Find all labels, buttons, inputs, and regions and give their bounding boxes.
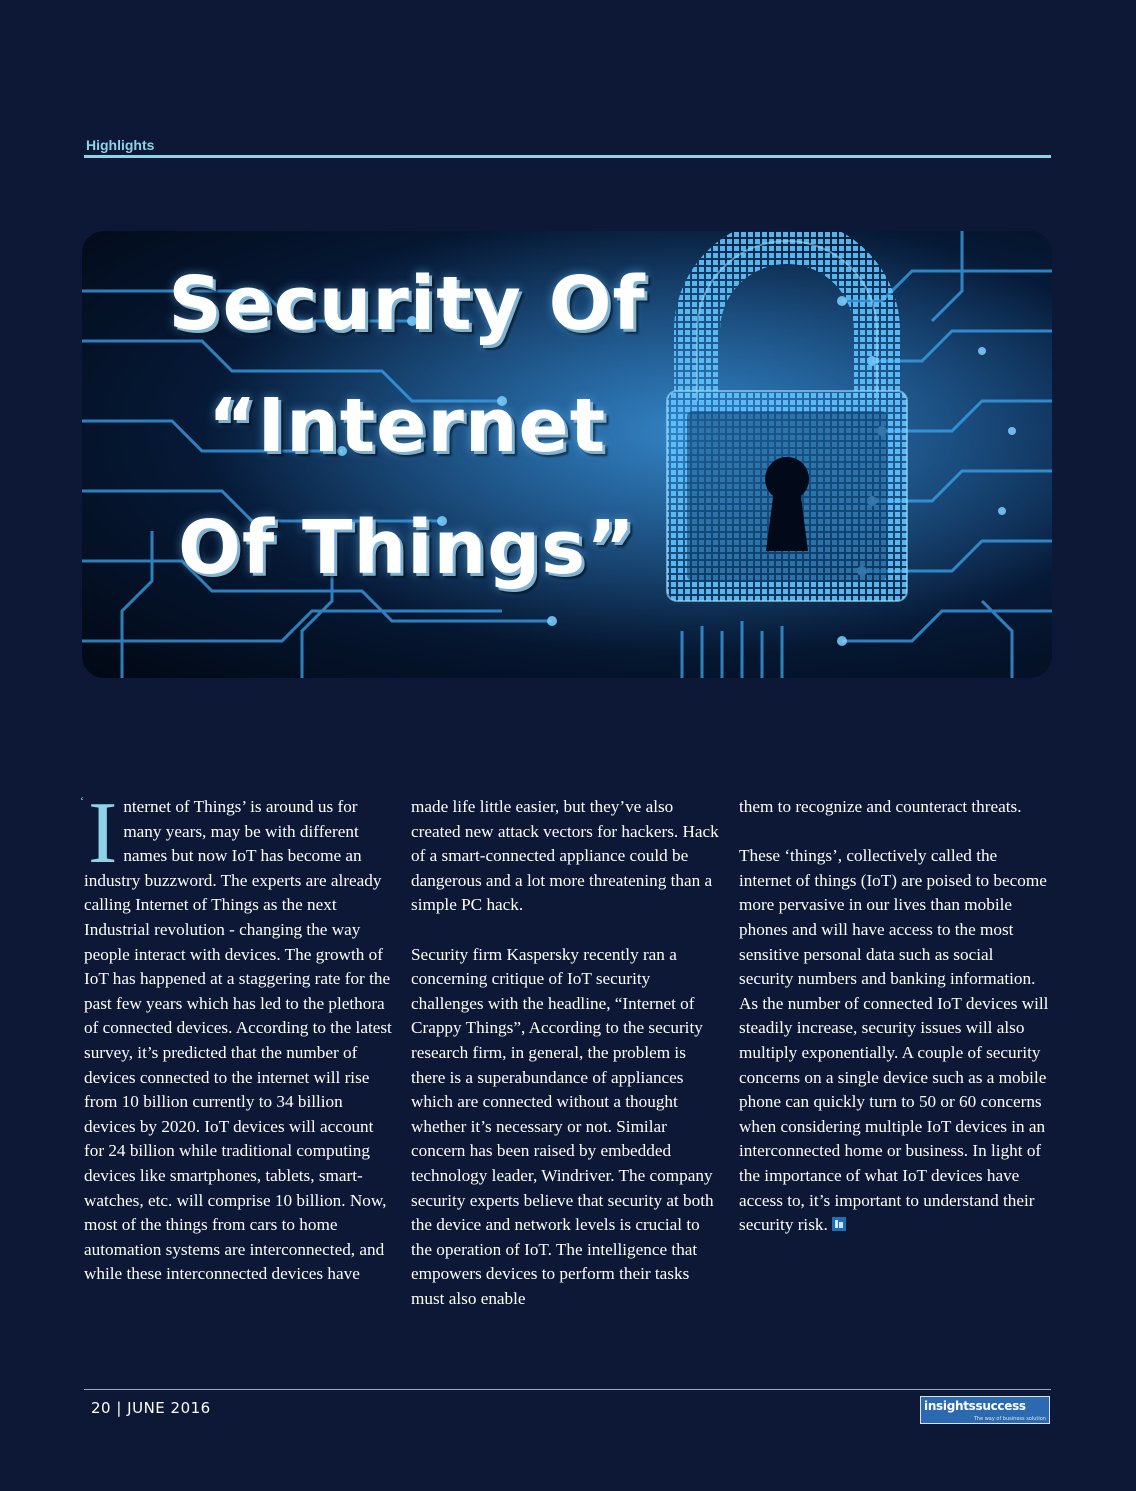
article-column-3 xyxy=(739,795,1051,1238)
logo-text: insightssuccess xyxy=(924,1399,1026,1413)
page-number: 20 | JUNE 2016 xyxy=(91,1399,211,1417)
article-paragraph xyxy=(739,844,1051,1238)
end-of-article-icon xyxy=(832,1217,846,1231)
hero-title-line-1: Security Of xyxy=(168,261,646,347)
drop-cap: I xyxy=(88,785,118,882)
publication-logo xyxy=(920,1396,1050,1424)
hero-title-line-2: “Internet xyxy=(207,383,607,469)
article-paragraph: Security firm Kaspersky recently ran a concerning critique of IoT security challenges with the headline, “Internet of Crappy Things”, According to the security research firm, in general, the problem is there is a superabundance of appliances which are connected without a thought whether it’s necessary or not. Similar concern has been raised by embedded technology leader, Windriver. The company security experts believe that security at both the device and network levels is crucial to the operation of IoT. The intelligence that empowers devices to perform their tasks must also enable xyxy=(411,944,714,1308)
section-rule xyxy=(84,155,1051,158)
section-label: Highlights xyxy=(86,137,155,153)
article-column-2 xyxy=(411,795,723,1311)
hero-title-line-3: Of Things” xyxy=(178,505,636,591)
hero-title xyxy=(102,243,712,609)
paragraph-text: These ‘things’, collectively called the internet of things (IoT) are poised to become more pervasive in our lives than mobile phones and will have access to the most sensitive personal data such as social security numbers and banking information. As the number of connected IoT devices will steadily increase, security issues will also multiply exponentially. A couple of security concerns on a single device such as a mobile phone can quickly turn to 50 or 60 concerns when considering multiple IoT devices in an interconnected home or business. In light of the importance of what IoT devices have access to, it’s important to understand their security risk. xyxy=(739,846,1049,1235)
footer-rule xyxy=(84,1389,1051,1390)
article-paragraph xyxy=(84,785,394,1287)
article-paragraph: made life little easier, but they’ve also created new attack vectors for hackers. Hack of a smart-connected appliance could be dangerous and a lot more threatening than a simple PC hack. xyxy=(411,797,719,915)
open-quote: ‘ xyxy=(80,794,84,808)
article-column-1 xyxy=(80,785,394,1287)
hero-image xyxy=(82,231,1052,678)
paragraph-text: nternet of Things’ is around us for many years, may be with different names but now IoT has become an industry buzzword. The experts are already calling Internet of Things as the next Industrial revolution - changing the way people interact with devices. The growth of IoT has happened at a staggering rate for the past few years which has led to the plethora of connected devices. According to the latest survey, it’s predicted that the number of devices connected to the internet will rise from 10 billion currently to 34 billion devices by 2020. IoT devices will account for 24 billion while traditional computing devices like smartphones, tablets, smart-watches, etc. will comprise 10 billion. Now, most of the things from cars to home automation systems are interconnected, and while these interconnected devices have xyxy=(84,797,392,1284)
article-paragraph: them to recognize and counteract threats. xyxy=(739,797,1022,816)
logo-tagline: The way of business solution xyxy=(973,1416,1046,1422)
